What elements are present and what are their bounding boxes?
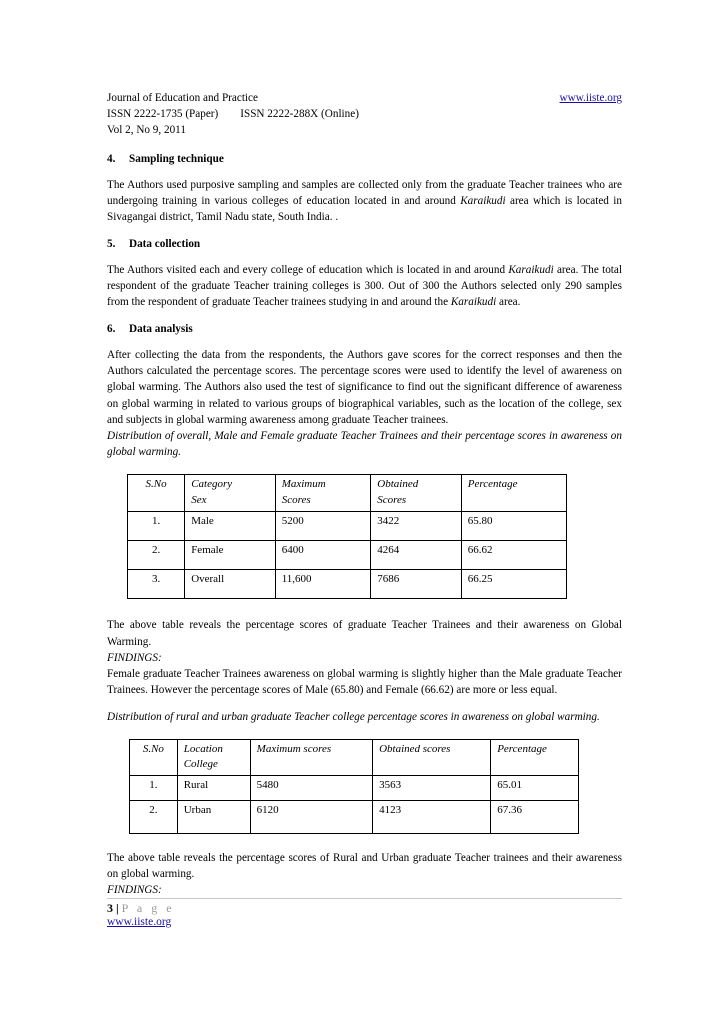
table-cell: 66.25	[461, 570, 566, 599]
table-cell: 5200	[275, 512, 371, 541]
issn-online: ISSN 2222-288X (Online)	[240, 108, 359, 121]
header-line: Percentage	[497, 742, 547, 755]
volume-line: Vol 2, No 9, 2011	[107, 124, 186, 137]
findings-label: FINDINGS:	[107, 651, 162, 664]
section-title: Data collection	[129, 237, 201, 250]
table-cell: Urban	[177, 800, 250, 833]
table-cell: 66.62	[461, 541, 566, 570]
table-cell: 6400	[275, 541, 371, 570]
header-line: Sex	[191, 493, 207, 506]
table-cell: 2.	[130, 800, 178, 833]
table-cell: Male	[185, 512, 276, 541]
page-indicator	[107, 901, 622, 916]
gender-scores-table	[127, 474, 567, 599]
table-header-cell	[185, 475, 276, 512]
header-website-link[interactable]: www.iiste.org	[559, 92, 622, 104]
section-number: 6.	[107, 322, 116, 335]
table-cell: 5480	[250, 775, 372, 800]
page-word: P a g e	[121, 901, 175, 915]
section-title: Sampling technique	[129, 152, 224, 165]
page-separator: |	[113, 901, 122, 915]
header-line: College	[183, 758, 218, 771]
table-cell: 65.01	[491, 775, 579, 800]
running-header	[107, 90, 622, 106]
table-cell: 2.	[128, 541, 185, 570]
table-cell: 1.	[130, 775, 178, 800]
table-header-cell	[461, 475, 566, 512]
location-scores-table	[129, 739, 579, 834]
table-row	[128, 512, 567, 541]
page-content	[107, 90, 622, 898]
header-line: Scores	[377, 493, 407, 506]
section-heading-sampling	[107, 151, 622, 167]
table-cell: 7686	[371, 570, 462, 599]
table-row	[130, 775, 579, 800]
header-line: Maximum scores	[256, 742, 332, 755]
table1-caption: Distribution of overall, Male and Female graduate Teacher Trainees and their percentage scores in awareness on global warming.	[107, 429, 622, 459]
page-footer	[107, 898, 622, 928]
place-name: Karaikudi	[508, 263, 554, 276]
table-header-cell	[177, 739, 250, 775]
table-cell: 6120	[250, 800, 372, 833]
section-heading-data-analysis	[107, 321, 622, 337]
table2-caption: Distribution of rural and urban graduate Teacher college percentage scores in awareness on global warming.	[107, 710, 600, 723]
paragraph-data-collection	[107, 262, 622, 311]
table-row	[128, 570, 567, 599]
footer-website-link[interactable]: www.iiste.org	[107, 916, 172, 928]
table-header-cell	[130, 739, 178, 775]
section-number: 4.	[107, 152, 116, 165]
table-cell: 3.	[128, 570, 185, 599]
table-cell: 4264	[371, 541, 462, 570]
text-run: area. The total respondent of the graduate Teacher training colleges is 300. Out of 300 the Authors selected only 290 samples from the respondent of graduate Teacher trainees studying in and around the	[107, 263, 622, 309]
table-header-cell	[491, 739, 579, 775]
table-row	[130, 800, 579, 833]
header-line: Maximum	[281, 478, 326, 491]
header-line: S.No	[145, 478, 167, 491]
header-line: Category	[191, 478, 233, 491]
text-run: The Authors visited each and every college of education which is located in and around	[107, 263, 509, 276]
table-header-cell	[128, 475, 185, 512]
table-header-cell	[275, 475, 371, 512]
place-name: Karaikudi	[450, 296, 497, 309]
header-line: Location	[183, 742, 223, 755]
header-line: S.No	[142, 742, 164, 755]
table-header-row	[130, 739, 579, 775]
table-cell: Rural	[177, 775, 250, 800]
table-cell: 65.80	[461, 512, 566, 541]
table-cell: Overall	[185, 570, 276, 599]
findings-label: FINDINGS:	[107, 884, 162, 897]
header-line: Obtained scores	[379, 742, 451, 755]
table-cell: 1.	[128, 512, 185, 541]
issn-line	[107, 106, 622, 122]
journal-title: Journal of Education and Practice	[107, 92, 258, 104]
table2-interpretation: The above table reveals the percentage scores of Rural and Urban graduate Teacher trainees and their awareness on global warming.	[107, 851, 622, 880]
table-header-cell	[371, 475, 462, 512]
text-run: area.	[496, 296, 521, 309]
section-number: 5.	[107, 237, 116, 250]
text-run: area which is located in Sivagangai district, Tamil Nadu state, South India. .	[107, 195, 622, 224]
section-title: Data analysis	[129, 322, 193, 335]
header-line: Scores	[281, 493, 311, 506]
place-name: Karaikudi	[460, 195, 506, 208]
page-number: 3	[107, 901, 113, 915]
text-run: The Authors used purposive sampling and samples are collected only from the graduate Teacher trainees who are undergoing training in various colleges of education located in and around	[107, 178, 622, 208]
table-cell: 3422	[371, 512, 462, 541]
table-header-cell	[250, 739, 372, 775]
table1-interpretation: The above table reveals the percentage scores of graduate Teacher Trainees and their awareness on Global Warming.	[107, 619, 622, 648]
paragraph-sampling	[107, 177, 622, 226]
table-cell: 4123	[373, 800, 491, 833]
paragraph-data-analysis: After collecting the data from the respondents, the Authors gave scores for the correct responses and then the Authors calculated the percentage scores. The percentage scores were used to identify the level of awareness on global warming. The Authors also used the test of significance to find out the significant difference of awareness on global warming in related to various groups of biographical variables, such as the location of the college, sex and subjects in global warming awareness among graduate Teacher trainees.	[107, 348, 622, 426]
header-line: Percentage	[467, 478, 518, 491]
table-row	[128, 541, 567, 570]
table-cell: 67.36	[491, 800, 579, 833]
header-line: Obtained	[377, 478, 419, 491]
table-header-cell	[373, 739, 491, 775]
findings-text: Female graduate Teacher Trainees awareness on global warming is slightly higher than the Male graduate Teacher Trainees. However the percentage scores of Male (65.80) and Female (66.62) are more or less equal.	[107, 668, 622, 697]
section-heading-data-collection	[107, 236, 622, 252]
table-cell: 3563	[373, 775, 491, 800]
table-header-row	[128, 475, 567, 512]
table-cell: 11,600	[275, 570, 371, 599]
table-cell: Female	[185, 541, 276, 570]
issn-paper: ISSN 2222-1735 (Paper)	[107, 108, 219, 121]
